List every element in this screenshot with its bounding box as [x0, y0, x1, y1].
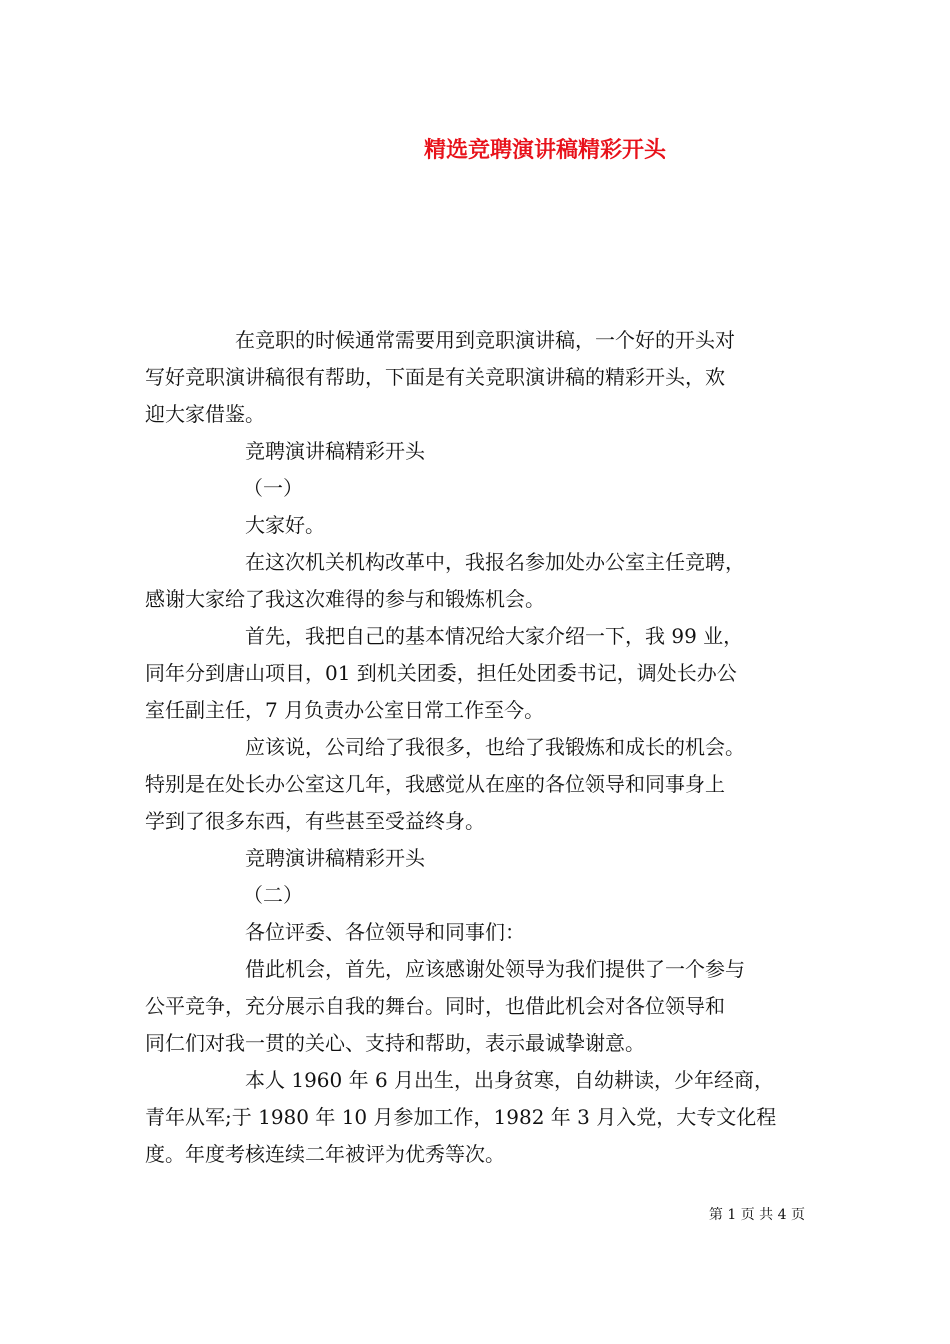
paragraph-line: 写好竞职演讲稿很有帮助，下面是有关竞职演讲稿的精彩开头，欢 [145, 365, 725, 389]
paragraph-line: 在这次机关机构改革中，我报名参加处办公室主任竞聘， [245, 550, 745, 574]
greeting-line: 各位评委、各位领导和同事们： [245, 920, 525, 944]
paragraph-line: 感谢大家给了我这次难得的参与和锻炼机会。 [145, 587, 545, 611]
section-number: （二） [243, 883, 303, 907]
paragraph-line: 借此机会，首先，应该感谢处领导为我们提供了一个参与 [245, 957, 745, 981]
paragraph-line: 室任副主任，7 月负责办公室日常工作至今。 [145, 698, 545, 722]
page-number-footer: 第 1 页 共 4 页 [708, 1207, 805, 1223]
paragraph-line: 首先，我把自己的基本情况给大家介绍一下，我 99 业， [245, 624, 744, 648]
document-title: 精选竞聘演讲稿精彩开头 [423, 137, 666, 163]
section-number: （一） [243, 476, 303, 500]
paragraph-line: 本人 1960 年 6 月出生，出身贫寒，自幼耕读，少年经商， [245, 1068, 775, 1092]
paragraph-line: 同仁们对我一贯的关心、支持和帮助，表示最诚挚谢意。 [145, 1031, 645, 1055]
paragraph-line: 迎大家借鉴。 [145, 402, 265, 426]
paragraph-line: 特别是在处长办公室这几年，我感觉从在座的各位领导和同事身上 [145, 772, 725, 796]
paragraph-line: 在竞职的时候通常需要用到竞职演讲稿，一个好的开头对 [235, 328, 735, 352]
paragraph-line: 度。年度考核连续二年被评为优秀等次。 [145, 1142, 505, 1166]
greeting-line: 大家好。 [245, 513, 325, 537]
section-heading: 竞聘演讲稿精彩开头 [245, 439, 425, 463]
paragraph-line: 同年分到唐山项目，01 到机关团委，担任处团委书记，调处长办公 [145, 661, 737, 685]
document-body [145, 322, 817, 1173]
paragraph-line: 青年从军;于 1980 年 10 月参加工作，1982 年 3 月入党，大专文化程 [145, 1105, 777, 1129]
paragraph-line: 学到了很多东西，有些甚至受益终身。 [145, 809, 485, 833]
paragraph-line: 应该说，公司给了我很多，也给了我锻炼和成长的机会。 [245, 735, 745, 759]
paragraph-line: 公平竞争，充分展示自我的舞台。同时，也借此机会对各位领导和 [145, 994, 725, 1018]
section-heading: 竞聘演讲稿精彩开头 [245, 846, 425, 870]
